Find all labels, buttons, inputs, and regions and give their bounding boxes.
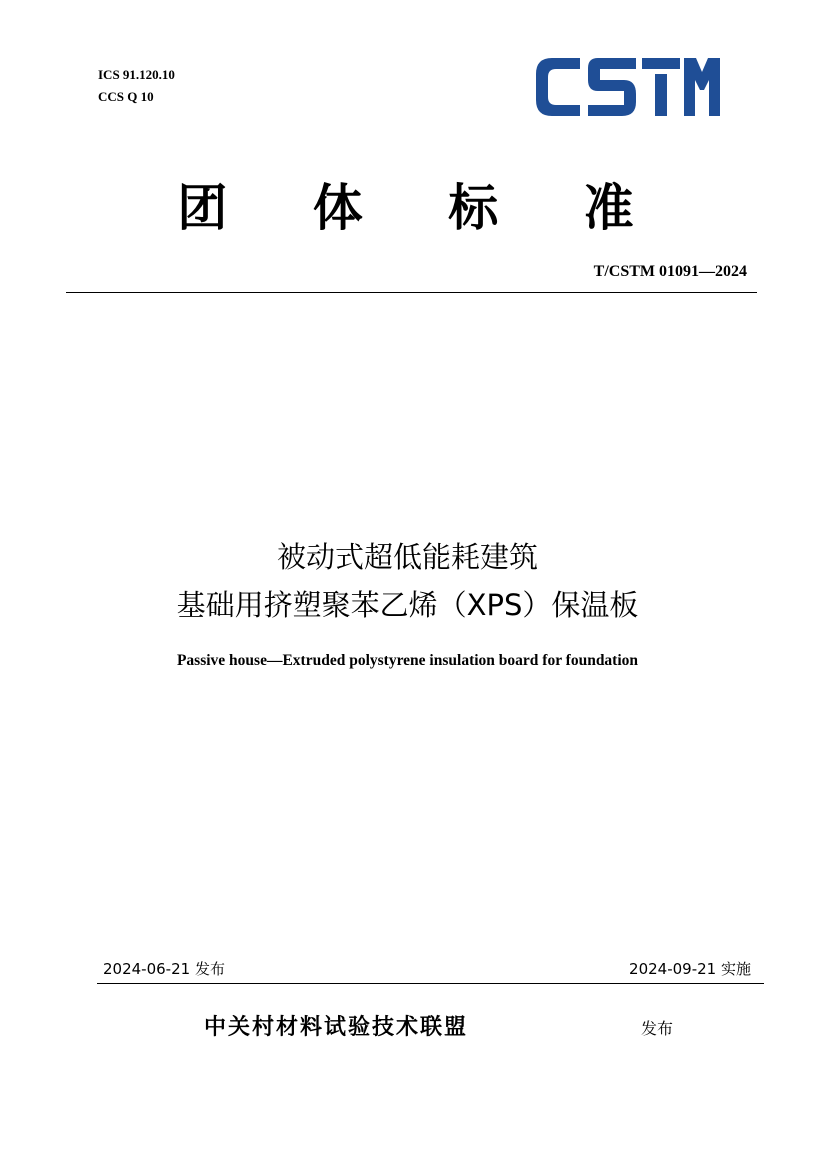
header-divider [66,292,757,293]
cstm-logo [536,58,724,116]
classification-codes [98,64,175,108]
implementation-date: 2024-09-21 实施 [629,960,751,978]
publisher-name: 中关村材料试验技术联盟 [204,1015,469,1040]
logo-letter-c [536,58,580,116]
logo-letter-t-bar [642,58,680,69]
logo-letter-t-stem [655,74,667,116]
title-zh-line-1: 被动式超低能耗建筑 [276,540,538,574]
ccs-code: CCS Q 10 [98,89,154,104]
logo-letter-m [684,58,720,116]
title-zh-line-2: 基础用挤塑聚苯乙烯（XPS）保温板 [176,588,639,622]
footer-divider [97,983,764,984]
title-english: Passive house—Extruded polystyrene insulation board for foundation [176,652,639,669]
standard-number: T/CSTM 01091—2024 [593,263,747,280]
publish-label: 发布 [641,1019,674,1038]
standard-type-heading: 团 体 标 准 [177,179,668,237]
logo-letter-s [588,58,636,116]
issue-date: 2024-06-21 发布 [103,960,225,978]
ics-code: ICS 91.120.10 [98,67,175,82]
